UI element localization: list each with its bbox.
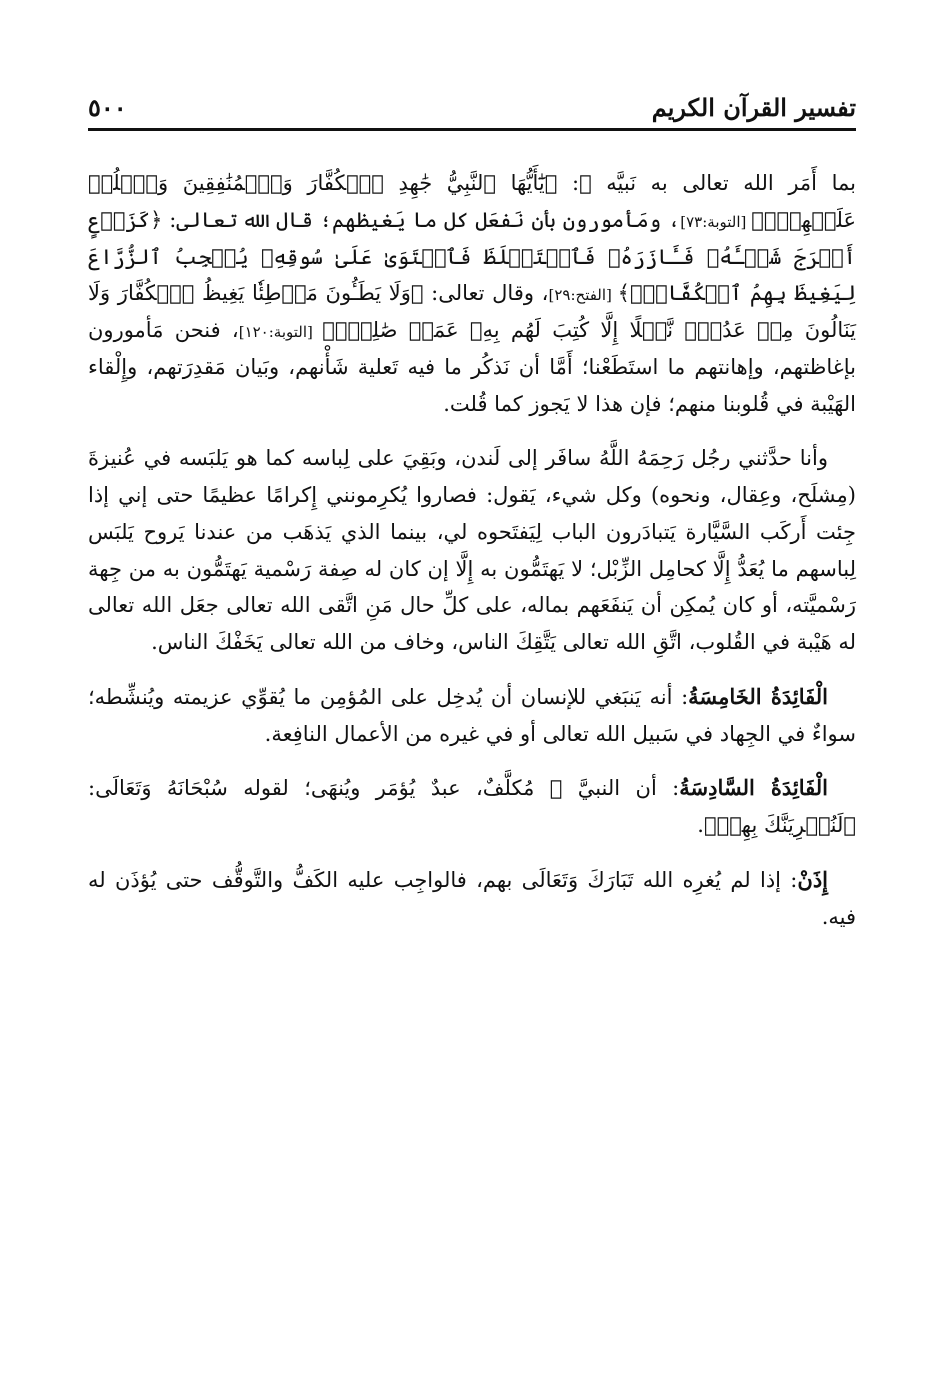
- text-segment: وأنا حدَّثني رجُل رَحِمَهُ اللَّهُ سافَر إلى لَندن، وبَقِيَ على لِباسه كما هو يَلبَسه في عُنيزةَ (مِشلَح، وعِقال، ونحوه) وكل شيء، يَقول: فصاروا يُكرِمونني إِكرامًا عظيمًا حتى إني إذا جِئت أَركَب السَّيَّارة يَتبادَرون الباب لِيَفتَحوه لي، بينما الذي يَذهَب من عندنا يَروح يَلبَس لِباسهم ما يُعَدُّ إِلَّا كحامِل الزِّبْل؛ لا يَهتَمُّون به إِلَّا إن كان له صِفة رَسْمية يَهتَمُّون به من جِهة رَسْميَّته، أو كان يُمكِن أن يَنفَعَهم بماله، على كلِّ حال مَنِ اتَّقى الله تعالى جعَل الله تعالى له هَيْبة في القُلوب، اتَّقِ الله تعالى يَتَّقِكَ الناس، وخاف من الله تعالى يَخَفْكَ الناس.: [88, 446, 856, 654]
- page-number: ٥٠٠: [88, 93, 127, 122]
- quran-verse: ﴿كَزَرۡعٍ أَخۡرَجَ شَطۡـَٔهُۥ فَـَٔازَرَهُۥ فَٱسۡتَغۡلَظَ فَٱسۡتَوَىٰ عَلَىٰ سُوقِهِۦ يُعۡجِبُ ٱلزُّرَّاعَ لِيَغِيظَ بِهِمُ ٱلۡكُفَّارَۗ﴾: [88, 207, 857, 306]
- section-term: إِذَنْ: [797, 866, 828, 892]
- text-segment: : أن النبيَّ ﷺ مُكلَّفٌ، عبدٌ يُؤمَر ويُنهَى؛ لقوله سُبْحَانَهُ وَتَعَالَى:: [88, 776, 680, 801]
- text-segment: ، ومَأمورون بأن نَفعَل كل ما يَغيظهم؛ قال الله تعالى:: [162, 207, 681, 232]
- section-term: الْفَائِدَةُ السَّادِسَةُ: [679, 775, 828, 801]
- paragraph: [88, 440, 856, 661]
- paragraph: [88, 770, 856, 844]
- text-segment: : أنه يَنبَغي للإنسان أن يُدخِل على المُؤمِن ما يُقوِّي عزيمته ويُنشِّطه؛ سواءٌ في الجِهاد في سَبيل الله تعالى أو في غيره من الأعمال النافِعة.: [88, 684, 856, 746]
- page-body: [88, 165, 856, 953]
- text-segment: ، فنحن مَأمورون بإغاظتهم، وإهانتهم ما استَطَعْنا؛ أَمَّا أن نَذكُر ما فيه تَعلية شَأْنهم، وبَيان مَقدِرَتهم، وإِلْقاء الهَيْبة في قُلوبنا منهم؛ فإن هذا لا يَجوز كما قُلت.: [88, 318, 856, 416]
- verse-reference: [الفتح:٢٩]: [548, 286, 618, 305]
- text-segment: : إذا لم يُغرِه الله تَبَارَكَ وَتَعَالَى بهم، فالواجِب عليه الكَفُّ والتَّوقُّف حتى يُؤذَن له فيه.: [88, 867, 856, 929]
- paragraph: [88, 862, 856, 936]
- text-segment: ، وقال تعالى:: [423, 281, 549, 306]
- section-term: الْفَائِدَةُ الخَامِسَةُ: [688, 683, 828, 709]
- quran-verse: ﴿لَنُغۡرِيَنَّكَ بِهِمۡ﴾: [703, 813, 856, 837]
- book-title: تفسير القرآن الكريم: [651, 93, 856, 122]
- verse-reference: [التوبة:٧٣]: [680, 212, 752, 231]
- verse-reference: [التوبة:١٢٠]: [238, 323, 323, 341]
- text-segment: بما أَمَر الله تعالى به نَبيَّه ﷺ:: [557, 171, 857, 195]
- quran-verse: ﴿يَٰٓأَيُّهَا ٱلنَّبِيُّ جَٰهِدِ ٱلۡكُفَّارَ وَٱلۡمُنَٰفِقِينَ وَٱغۡلُظۡ عَلَيۡهِمۡۚ﴾: [88, 171, 857, 232]
- page-header: [88, 88, 856, 131]
- text-segment: .: [697, 813, 704, 837]
- paragraph: [88, 679, 856, 753]
- paragraph: [88, 165, 856, 422]
- quran-verse: ﴿وَلَا يَطَـُٔونَ مَوۡطِئٗا يَغِيظُ ٱلۡكُفَّارَ وَلَا يَنَالُونَ مِنۡ عَدُوّٖ نَّيۡلًا إِلَّا كُتِبَ لَهُم بِهِۦ عَمَلٞ صَٰلِحٌۚ﴾: [88, 281, 856, 342]
